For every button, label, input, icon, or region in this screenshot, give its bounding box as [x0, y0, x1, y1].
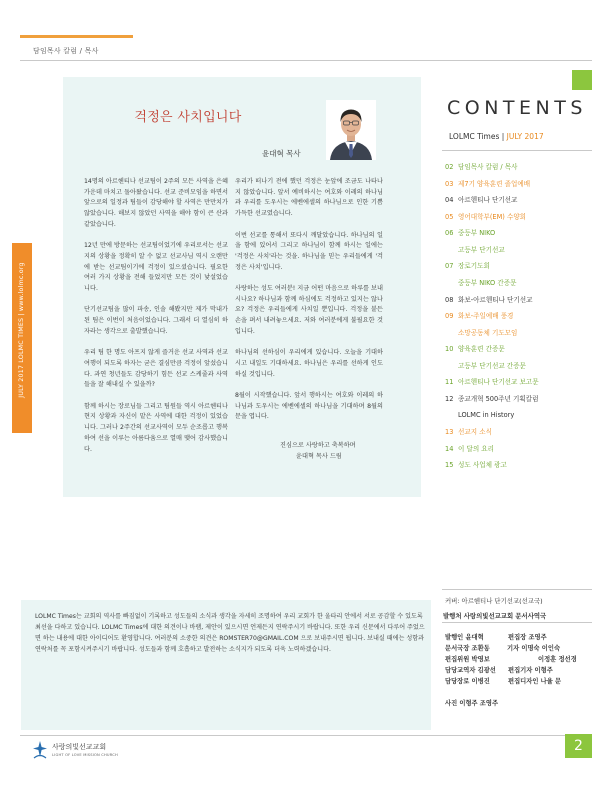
toc-page-number: 13: [445, 428, 454, 437]
column-text-left: [84, 177, 228, 466]
subtitle-separator: |: [501, 132, 505, 141]
toc-page-number: 10: [445, 345, 454, 354]
toc-title: 담임목사 칼럼 / 목사: [458, 163, 518, 171]
column-author: 윤대혁 목사: [262, 149, 301, 158]
toc-item[interactable]: [445, 395, 595, 403]
cover-caption: 커버: 아르헨티나 단기선교(선교국): [445, 597, 543, 605]
intro-text: LOLMC Times는 교회의 역사를 빠짐없이 기록하고 성도들의 소식과 생각을 자세히 조명하여 우리 교회가 한 울타리 안에서 서로 공감할 수 있도록 최선을 다하고 있습니다. LOLMC Times에 대한 의견이나 바램, 제안이 있으시면 언제든지 연락주시기 바랍니다. 또한 우리 신문에서 다루어 주었으면 하는 내용에 대한 아이디어도 환영합니다. 여러분의 소중한 의견은 ROMSTER70@GMAIL.COM 으로 보내주시면 됩니다. 보내실 때에는 성함과 연락처를 꼭 포함시켜주시기 바랍니다. 성도들과 함께 호흡하고 발전하는 소식지가 되도록 더욱 노력하겠습니다.: [35, 613, 425, 653]
toc-subtitle[interactable]: 고등부 단기선교 간증문: [458, 361, 526, 370]
paragraph: 14명의 아르헨티나 선교팀이 2주의 모든 사역을 은혜 가운데 마치고 돌아왔습니다. 선교 준비모임을 하면서 앞으로의 일정과 팀들이 감당해야 할 사역은 만만치가 않았습니다. 해보지 않았던 사역을 해야 함이 큰 산과 같았습니다.: [84, 178, 228, 228]
toc-item[interactable]: [445, 461, 595, 469]
paragraph: 우리가 떠나기 전에 했던 걱정은 눈앞에 조금도 나타나지 않았습니다. 앞서 예비하시는 여호와 이레의 하나님과 우리를 도우시는 에벤에셀의 하나님으로 인한 기쁨가득한 선교였습니다.: [235, 178, 383, 218]
paragraph: 하나님의 선하심이 우리에게 있습니다. 오늘을 기대하시고 내일도 기대하세요. 하나님은 우리를 선하게 인도하실 것입니다.: [235, 349, 383, 378]
paragraph: 단기선교팀을 많이 파송, 인솔 해봤지만 제가 막내가 된 팀은 이번이 처음이었습니다. 그래서 더 열심히 하자라는 생각으로 출발했습니다.: [84, 306, 228, 335]
toc-title: 화보-아르헨티나 단기선교: [458, 295, 533, 304]
toc-title: 중등부 NIKO: [458, 229, 496, 238]
church-logo: [32, 740, 132, 762]
paragraph: 이번 선교를 통해서 또다시 깨달았습니다. 하나님의 일을 함에 있어서 그리고 하나님이 함께 하시는 일에는 '걱정은 사치'라는 것을. 하나님을 믿는 우리들에게 '걱정은 사치'입니다.: [235, 231, 383, 271]
column-signature: 윤대혁 목사 드림: [296, 453, 342, 460]
toc-subtitle[interactable]: 중등부 NIKO 간증문: [458, 278, 517, 287]
pastor-photo: [326, 100, 376, 160]
paragraph: 12년 만에 방문하는 선교팀이었기에 우리로서는 선교지의 상황을 정확히 알 수 없고 선교사님 역시 오랜만에 받는 선교팀이기에 걱정이 있으셨습니다. 필요한 여러 가지 상황을 전해 들었지만 모든 것이 낯설었습니다.: [84, 242, 228, 293]
toc-page-number: 02: [445, 163, 454, 171]
toc-title: 이 달의 요리: [458, 444, 495, 453]
staff-entry: 편집장 조영주: [508, 634, 547, 641]
header-accent-bar: [20, 35, 133, 38]
toc-page-number: 09: [445, 312, 454, 321]
footer-divider: [20, 735, 568, 736]
toc-title: 아르헨티나 단기선교 보고문: [458, 378, 539, 387]
toc-subtitle[interactable]: LOLMC in History: [458, 411, 515, 420]
toc-item[interactable]: [445, 345, 595, 353]
toc-item[interactable]: [445, 163, 595, 171]
toc-title: 화보-주일예배 풍경: [458, 312, 514, 321]
toc-page-number: 03: [445, 179, 454, 188]
toc-page-number: 15: [445, 461, 454, 470]
toc-title: 아르헨티나 단기선교: [458, 196, 518, 205]
toc-page-number: 07: [445, 262, 454, 271]
column-closing: 진심으로 사랑하고 축복하며: [280, 442, 356, 449]
toc-item[interactable]: [445, 262, 595, 270]
toc-item[interactable]: [445, 229, 595, 237]
toc-item[interactable]: [445, 213, 595, 221]
paragraph: 사랑하는 성도 여러분! 지금 어떤 마음으로 하루를 보내시나요? 하나님과 함께 하심에도 걱정하고 있지는 않나요? 걱정은 우리들에게 사치일 뿐입니다. 걱정을 붙든 손을 펴서 내려놓으세요. 저와 여러분에게 불필요한 것입니다.: [235, 285, 383, 335]
staff-entry: 담당교역자 김광선: [445, 667, 496, 674]
toc-item[interactable]: [445, 180, 595, 188]
toc-item[interactable]: [445, 378, 595, 386]
toc-page-number: 11: [445, 378, 454, 387]
contents-divider-bottom: [442, 589, 592, 590]
publisher-line: 발행처 사랑의빛선교교회 문서사역국: [443, 612, 547, 620]
column-text-right: [235, 177, 383, 434]
church-name: 사랑의빛선교교회: [52, 743, 107, 751]
toc-title: 종교개혁 500주년 기획칼럼: [458, 394, 539, 403]
contents-divider: [442, 150, 592, 151]
staff-entry: 기자 이명숙 이인숙: [507, 645, 561, 652]
church-name-en: LIGHT OF LOVE MISSION CHURCH: [52, 753, 118, 757]
publication-name: LOLMC Times: [449, 132, 500, 141]
toc-title: 장로기도회: [458, 262, 490, 271]
contents-heading: CONTENTS: [447, 97, 587, 119]
toc-item[interactable]: [445, 445, 595, 453]
issue-month: JULY 2017: [506, 132, 544, 141]
paragraph: 함께 하시는 장로님들 그리고 팀원들 역시 아르헨티나 현지 상황과 자신이 맡은 사역에 대한 걱정이 있었습니다. 그러나 2주간의 선교사역이 모두 순조롭고 행복하여 선을 이루는 아름다움으로 열매 맺어 감사했습니다.: [84, 402, 228, 453]
toc-title: 성도 사업체 광고: [458, 461, 507, 470]
toc-page-number: 12: [445, 394, 454, 403]
staff-entry: 편집디자인 나율 문: [508, 678, 562, 685]
toc-page-number: 06: [445, 229, 454, 238]
side-band-text: JULY 2017 LOLMC TIMES | www.lolmc.org: [18, 262, 25, 398]
column-title: 걱정은 사치입니다: [134, 110, 242, 125]
photo-credit: 사진 이형주 조영주: [445, 700, 499, 707]
table-of-contents: [445, 163, 595, 478]
publisher-divider: [442, 622, 592, 623]
staff-entry: 편집기자 이형주: [508, 667, 553, 674]
toc-page-number: 04: [445, 196, 454, 205]
toc-title: 영어대학부(EM) 수양회: [458, 212, 527, 221]
section-label: 담임목사 칼럼 / 목사: [33, 47, 99, 55]
toc-item[interactable]: [445, 312, 595, 320]
toc-page-number: 05: [445, 212, 454, 221]
church-logo-icon: [32, 740, 48, 760]
staff-entry: 이정훈 정선경: [538, 656, 577, 663]
paragraph: 우리 팀 한 명도 아프지 않게 즐거운 선교 사역과 선교여행이 되도록 하자는 굳은 결심만큼 걱정이 앞섰습니다. 과연 청년들도 감당하기 힘든 선교 스케줄과 사역들을 잘 해내실 수 있을까?: [84, 349, 228, 389]
staff-entry: 편집위원 박영보: [445, 656, 490, 663]
toc-item[interactable]: [445, 196, 595, 204]
toc-title: 제7기 양육훈련 졸업예배: [458, 179, 531, 188]
toc-title: 양육훈련 간증문: [458, 345, 505, 354]
staff-entry: 담당장로 이병진: [445, 678, 490, 685]
header-divider: [20, 60, 592, 61]
toc-item[interactable]: [445, 296, 595, 304]
staff-entry: 문서국장 조환동: [445, 645, 490, 652]
accent-square: [572, 70, 592, 90]
toc-page-number: 08: [445, 295, 454, 304]
toc-item[interactable]: [445, 428, 595, 436]
contents-subtitle: [449, 132, 544, 141]
toc-page-number: 14: [445, 444, 454, 453]
paragraph: 8월이 시작했습니다. 앞서 행하시는 여호와 이레의 하나님과 도우시는 에벤에셀의 하나님을 기대하며 8월의 문을 엽니다.: [235, 392, 383, 421]
toc-title: 선교지 소식: [458, 428, 492, 437]
staff-entry: 발행인 윤대혁: [445, 634, 484, 641]
toc-subtitle[interactable]: 고등부 단기선교: [458, 245, 505, 254]
toc-subtitle[interactable]: 소망공동체 기도모임: [458, 328, 518, 337]
page-number: 2: [565, 734, 592, 758]
